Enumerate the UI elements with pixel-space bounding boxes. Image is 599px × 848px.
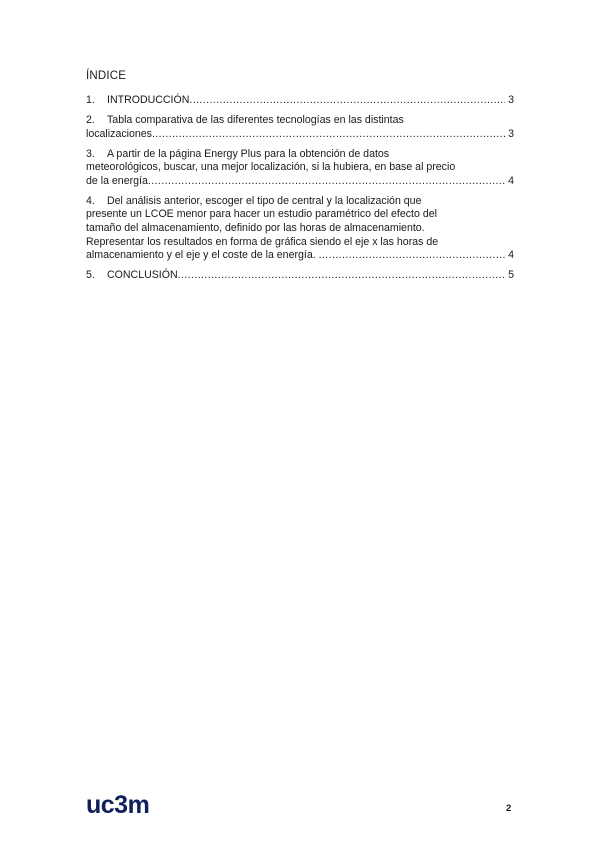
- toc-leader-dots: [319, 249, 505, 263]
- toc-entry-text: almacenamiento y el eje y el coste de la energía.: [86, 249, 319, 262]
- toc-entry-text: de la energía: [86, 174, 148, 187]
- toc-entry-page: 5: [508, 269, 514, 282]
- toc-entry-number: 2.: [86, 113, 95, 126]
- toc-entry-number: 1.: [86, 94, 95, 106]
- toc-entry-5[interactable]: [86, 269, 514, 283]
- toc-entry-text: Representar los resultados en forma de gráfica siendo el eje x las horas de: [86, 235, 439, 248]
- toc-entry-4[interactable]: [86, 195, 514, 263]
- toc-title: ÍNDICE: [86, 70, 127, 82]
- toc-entry-number: 3.: [86, 147, 95, 160]
- toc-entry-page: 3: [508, 94, 514, 106]
- page-number: 2: [506, 803, 512, 814]
- toc-entry-text: presente un LCOE menor para hacer un estudio paramétrico del efecto del: [86, 208, 437, 221]
- toc-entry-text: tamaño del almacenamiento, definido por las horas de almacenamiento.: [86, 221, 425, 234]
- toc-entry-page: 3: [508, 127, 514, 140]
- toc-entry-3[interactable]: [86, 148, 514, 189]
- toc-leader-dots: [178, 269, 505, 283]
- toc-leader-dots: [148, 175, 505, 189]
- toc-entry-number: 4.: [86, 194, 95, 207]
- toc-entry-text: A partir de la página Energy Plus para la obtención de datos: [107, 147, 390, 160]
- toc-leader-dots: [189, 94, 505, 108]
- toc-entry-1[interactable]: [86, 94, 514, 108]
- uc3m-logo: uc3m: [86, 791, 150, 819]
- toc-entry-text: localizaciones: [86, 127, 152, 140]
- table-of-contents: [86, 94, 514, 289]
- toc-entry-2[interactable]: [86, 114, 514, 141]
- toc-entry-number: 5.: [86, 269, 95, 282]
- toc-leader-dots: [152, 128, 505, 142]
- toc-entry-text: meteorológicos, buscar, una mejor localización, si la hubiera, en base al precio: [86, 161, 456, 174]
- toc-entry-page: 4: [508, 174, 514, 187]
- toc-entry-page: 4: [508, 249, 514, 262]
- toc-entry-text: Tabla comparativa de las diferentes tecnologías en las distintas: [107, 113, 404, 126]
- toc-entry-text: CONCLUSIÓN: [107, 269, 178, 282]
- toc-entry-text: INTRODUCCIÓN: [107, 94, 190, 106]
- toc-entry-text: Del análisis anterior, escoger el tipo de central y la localización que: [107, 194, 422, 207]
